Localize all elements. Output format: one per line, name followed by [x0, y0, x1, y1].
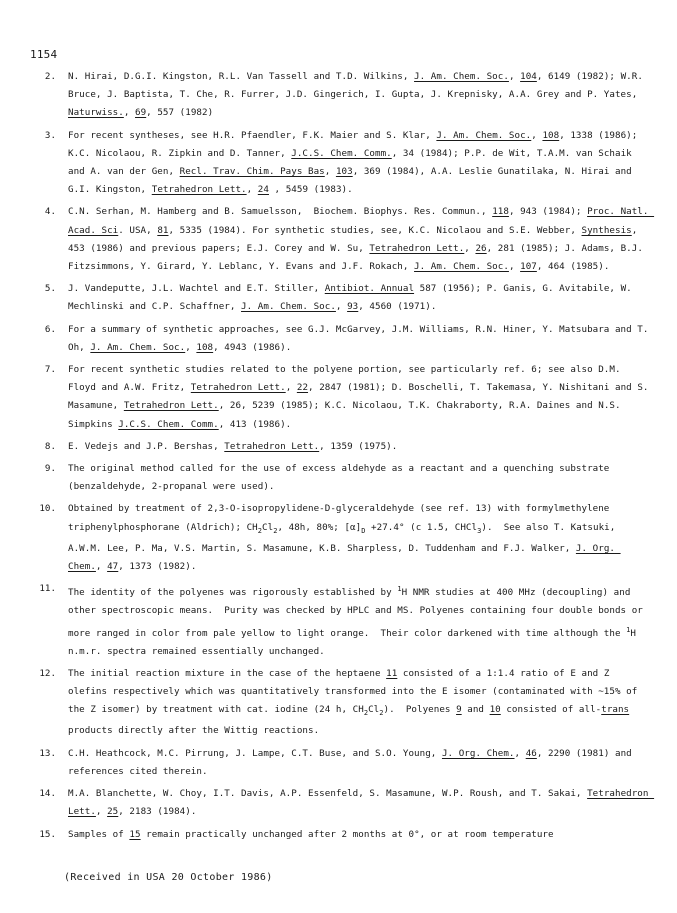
underlined-citation-text: trans [601, 704, 630, 716]
underlined-citation-text: J. Am. Chem. Soc. [241, 301, 336, 313]
reference-text-segment: , 6149 (1982); W.R. Bruce, J. Baptista, T. Che, R. Furrer, J.D. Gingerich, I. Gupta, J. Krepnisky, A.A. Grey and P. Yates, [68, 71, 649, 101]
underlined-citation-text: Recl. Trav. Chim. Pays Bas [179, 166, 325, 178]
reference-text-segment: 2 [257, 526, 263, 535]
underlined-citation-text: 22 [296, 382, 309, 394]
underlined-citation-text: 47 [107, 560, 119, 572]
reference-text-segment: , 5459 (1983). [268, 184, 353, 196]
underlined-citation-text: 93 [347, 301, 359, 313]
reference-text-segment: J. Vandeputte, J.L. Wachtel and E.T. Stiller, [68, 283, 325, 295]
reference-item [30, 826, 650, 844]
reference-number: 11. [39, 583, 56, 595]
underlined-citation-text: Naturwiss. [68, 107, 124, 119]
underlined-citation-text: Tetrahedron Lett. [369, 242, 465, 254]
reference-item [30, 460, 650, 496]
reference-text-segment: , 557 (1982) [146, 107, 214, 119]
reference-text-segment: The original method called for the use of excess aldehyde as a reactant and a quenching substrate (benzaldehyde, 2-propanal were used). [68, 463, 615, 493]
reference-text-segment: , 26, 5239 (1985); K.C. Nicolaou, T.K. Chakraborty, R.A. Daines and N.S. Simpkins [68, 400, 627, 430]
reference-text-segment: , [95, 806, 108, 818]
underlined-citation-text: 11 [386, 668, 398, 680]
reference-text-segment: 587 (1956); P. Ganis, G. Avitabile, W. Mechlinski and C.P. Schaffner, [68, 283, 638, 313]
underlined-citation-text: 107 [520, 261, 537, 273]
reference-text-segment: consisted of a 1:1.4 ratio of E and Z olefins respectively which was quantitatively transformed into the E isomer (contaminated with ~15% of the Z isomer) by treatment with cat. iodine (24 h, CH [68, 668, 643, 716]
reference-item [30, 580, 650, 661]
reference-item [30, 203, 655, 276]
reference-item [30, 127, 650, 200]
underlined-citation-text: Proc. Natl. Acad. Sci [68, 206, 655, 236]
underlined-citation-text: 10 [489, 704, 501, 716]
reference-text [68, 361, 655, 434]
reference-text [68, 580, 650, 661]
reference-text [68, 321, 655, 357]
underlined-citation-text: 46 [525, 747, 537, 759]
underlined-citation-text: J. Org. Chem. [441, 747, 515, 759]
reference-text-segment: , 2847 (1981); D. Boschelli, T. Takemasa, Y. Nishitani and S. Masamune, [68, 382, 655, 412]
underlined-citation-text: Tetrahedron Lett. [123, 400, 219, 412]
reference-text-segment: , 413 (1986). [218, 418, 292, 430]
underlined-citation-text: 26 [475, 242, 487, 254]
reference-number: 4. [44, 206, 56, 218]
reference-text [68, 203, 655, 276]
underlined-citation-text: 69 [135, 107, 147, 119]
reference-number: 2. [44, 71, 56, 82]
underlined-citation-text: J.C.S. Chem. Comm. [118, 418, 219, 430]
underlined-citation-text: 104 [520, 71, 537, 82]
reference-text-segment: , [514, 747, 526, 759]
reference-text-segment: For recent syntheses, see H.R. Pfaendler, F.K. Maier and S. Klar, [68, 129, 437, 141]
reference-text [68, 826, 650, 844]
reference-text [68, 745, 650, 781]
reference-text-segment: , [95, 560, 108, 572]
reference-text-segment: For recent synthetic studies related to the polyene portion, see particularly ref. 6; see also D.M. Floyd and A.W. Fritz, [68, 364, 627, 394]
reference-item [30, 438, 650, 456]
reference-number: 15. [39, 828, 56, 840]
underlined-citation-text: J. Org. Chem. [68, 542, 621, 572]
reference-text-segment: The initial reaction mixture in the case of the heptaene [68, 668, 387, 680]
reference-text-segment: , 48h, 80%; [α] [277, 521, 362, 533]
reference-text-segment: , 464 (1985). [536, 261, 610, 273]
page-number: 1154 [30, 48, 58, 61]
reference-text-segment: 1 [397, 585, 402, 594]
reference-number: 8. [44, 440, 56, 452]
reference-text-segment: M.A. Blanchette, W. Choy, I.T. Davis, A.P. Essenfeld, S. Masamune, W.P. Roush, and T. Sakai, [68, 788, 588, 800]
reference-text-segment: , [508, 71, 521, 82]
reference-text-segment: , 369 (1984), A.A. Leslie Gunatilaka, N. Hirai and G.I. Kingston, [68, 166, 638, 196]
reference-text-segment: 2 [273, 526, 278, 535]
reference-text-segment: The identity of the polyenes was rigorously established by [68, 587, 398, 599]
reference-item [30, 280, 650, 316]
reference-text-segment: ). See also T. Katsuki, A.W.M. Lee, P. Ma, V.S. Martin, S. Masamune, K.B. Sharpless, D. Tuddenham and F.J. Walker, [68, 521, 621, 554]
reference-item [30, 665, 650, 741]
reference-number: 10. [39, 503, 56, 515]
reference-item [30, 785, 655, 821]
reference-text-segment: For a summary of synthetic approaches, see G.J. McGarvey, J.M. Williams, R.N. Hiner, Y. Matsubara and T. Oh, [68, 323, 655, 353]
received-date-note: (Received in USA 20 October 1986) [64, 872, 273, 883]
reference-text-segment: , 453 (1986) and previous papers; E.J. Corey and W. Su, [68, 224, 643, 254]
reference-text-segment: , 2183 (1984). [118, 806, 197, 818]
reference-text-segment: , 4943 (1986). [213, 341, 292, 353]
reference-text-segment: Samples of [68, 828, 130, 840]
reference-number: 9. [44, 463, 56, 475]
reference-text-segment: , 1338 (1986); K.C. Nicolaou, R. Zipkin and D. Tanner, [68, 129, 643, 159]
reference-item [30, 68, 650, 123]
reference-text-segment: , 281 (1985); J. Adams, B.J. Fitzsimmons, Y. Girard, Y. Leblanc, Y. Evans and J.F. Rokach, [68, 242, 649, 273]
reference-text-segment: C.N. Serhan, M. Hamberg and B. Samuelsson, Biochem. Biophys. Res. Commun., [68, 206, 493, 218]
reference-item [30, 745, 650, 781]
reference-number: 7. [44, 364, 56, 376]
reference-text-segment: N. Hirai, D.G.I. Kingston, R.L. Van Tassell and T.D. Wilkins, [68, 71, 415, 82]
reference-text-segment: , [285, 382, 297, 394]
reference-item [30, 500, 650, 576]
underlined-citation-text: 103 [335, 166, 353, 178]
reference-text-segment: +27.4° (c 1.5, CHCl [365, 521, 478, 533]
reference-text-segment: 2 [363, 709, 369, 718]
reference-text-segment: , 1359 (1975). [319, 440, 398, 452]
reference-number: 12. [39, 668, 56, 680]
reference-text-segment: , 943 (1984); [508, 206, 588, 218]
underlined-citation-text: 108 [196, 341, 214, 353]
reference-text-segment: , [324, 166, 336, 178]
underlined-citation-text: J. Am. Chem. Soc. [414, 71, 509, 82]
reference-text-segment: Cl [262, 521, 274, 533]
reference-text-segment: D [361, 526, 366, 535]
underlined-citation-text: J. Am. Chem. Soc. [436, 129, 532, 141]
reference-number: 13. [39, 747, 56, 759]
reference-text-segment: , [185, 341, 197, 353]
reference-list [30, 68, 655, 848]
underlined-citation-text: 108 [542, 129, 560, 141]
reference-text [68, 665, 650, 741]
reference-text-segment: , [508, 261, 521, 273]
underlined-citation-text: 25 [107, 806, 119, 818]
underlined-citation-text: Tetrahedron Lett. [151, 184, 247, 196]
reference-item [30, 361, 655, 434]
reference-text-segment: E. Vedejs and J.P. Bershas, [68, 440, 225, 452]
underlined-citation-text: Synthesis [581, 224, 632, 236]
reference-text-segment: , 34 (1984); P.P. de Wit, T.A.M. van Schaik and A. van der Gen, [68, 147, 638, 178]
reference-text-segment: Obtained by treatment of 2,3-O-isopropylidene-D-glyceraldehyde (see ref. 13) with formylmethylene triphenylphosphorane (Aldrich); CH [68, 503, 615, 533]
reference-number: 6. [44, 323, 56, 335]
reference-text [68, 127, 650, 200]
reference-text [68, 785, 655, 821]
reference-text-segment: , 1373 (1982). [118, 560, 197, 572]
underlined-citation-text: J. Am. Chem. Soc. [90, 341, 186, 353]
reference-text-segment: , 2290 (1981) and references cited therein. [68, 747, 638, 777]
underlined-citation-text: 15 [129, 828, 141, 840]
reference-text-segment: 1 [626, 625, 631, 634]
reference-text-segment: , [335, 301, 348, 313]
underlined-citation-text: J. Am. Chem. Soc. [414, 261, 509, 273]
reference-text-segment: C.H. Heathcock, M.C. Pirrung, J. Lampe, C.T. Buse, and S.O. Young, [68, 747, 442, 759]
reference-text [68, 438, 650, 456]
underlined-citation-text: 118 [492, 206, 509, 218]
reference-text [68, 460, 650, 496]
reference-text-segment: , 4560 (1971). [358, 301, 437, 313]
reference-text [68, 68, 650, 123]
reference-text-segment: consisted of all- [500, 704, 602, 716]
reference-text-segment: ). Polyenes [383, 704, 457, 716]
reference-text-segment: 2 [379, 709, 384, 718]
reference-text-segment: , 5335 (1984). For synthetic studies, see, K.C. Nicolaou and S.E. Webber, [168, 224, 582, 236]
reference-number: 3. [44, 129, 56, 141]
underlined-citation-text: Tetrahedron Lett. [68, 788, 655, 818]
reference-text [68, 500, 650, 576]
underlined-citation-text: 24 [257, 184, 269, 196]
reference-text-segment: H NMR studies at 400 MHz (decoupling) and other spectroscopic means. Purity was checked by HPLC and MS. Polyenes containing four double bonds or more ranged in color from pale yellow to light orange. Their color darkened with time although the [68, 587, 649, 639]
reference-text-segment: , [464, 242, 476, 254]
reference-text-segment: Cl [368, 704, 380, 716]
reference-text [68, 280, 650, 316]
reference-number: 5. [44, 283, 56, 295]
underlined-citation-text: Tetrahedron Lett. [190, 382, 286, 394]
reference-text-segment: , [246, 184, 258, 196]
underlined-citation-text: 81 [157, 224, 169, 236]
reference-text-segment: H n.m.r. spectra remained essentially unchanged. [68, 627, 642, 657]
reference-text-segment: , [123, 107, 135, 119]
reference-text-segment: 3 [477, 526, 482, 535]
underlined-citation-text: 9 [456, 704, 462, 716]
underlined-citation-text: J.C.S. Chem. Comm. [291, 147, 392, 159]
reference-item [30, 321, 655, 357]
underlined-citation-text: Antibiot. Annual [324, 283, 415, 295]
reference-text-segment: and [461, 704, 490, 716]
reference-number: 14. [39, 788, 56, 800]
reference-text-segment: , [531, 129, 543, 141]
reference-text-segment: products directly after the Wittig reactions. [68, 704, 635, 737]
reference-text-segment: remain practically unchanged after 2 months at 0°, or at room temperature [140, 828, 554, 840]
reference-text-segment: . USA, [118, 224, 158, 236]
underlined-citation-text: Tetrahedron Lett. [224, 440, 320, 452]
